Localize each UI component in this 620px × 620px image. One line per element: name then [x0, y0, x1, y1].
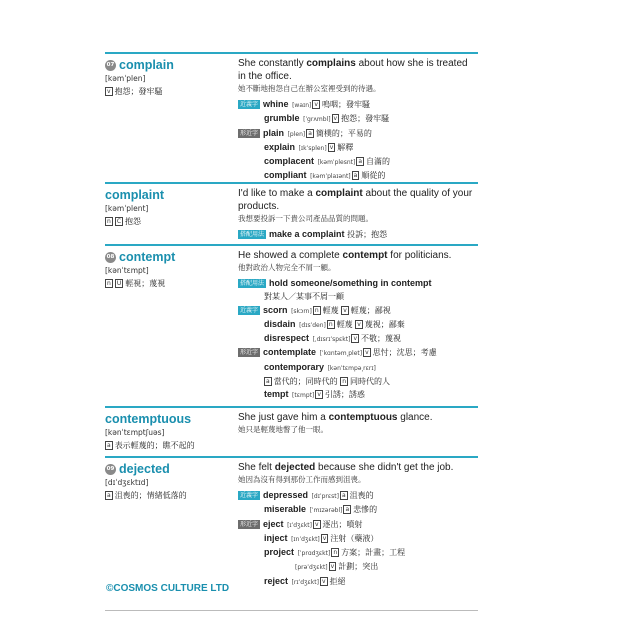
- pronunciation: [kəmˈplen]: [105, 74, 146, 83]
- meaning: n U 輕視；蔑視: [107, 279, 166, 288]
- related-word-row: disrespect [ˌdɪsrɪˈspɛkt] v 不敬；蔑視: [264, 333, 401, 344]
- related-word-row: project [ˈprɑdʒɛkt] n 方案；計畫；工程: [264, 547, 406, 558]
- related-word-row: disdain [dɪsˈden] n 輕蔑 v 蔑視；鄙棄: [264, 318, 405, 329]
- entry-number-badge: 09: [105, 464, 116, 475]
- related-word-row: [prəˈdʒɛkt] v 計劃；突出: [295, 562, 379, 572]
- related-word-row: tempt [tɛmpt] v 引誘；誘惑: [264, 389, 365, 400]
- pronunciation: [kəmˈplent]: [105, 204, 149, 213]
- headword: contempt: [119, 250, 176, 264]
- headword: complain: [119, 58, 174, 72]
- collocation-tag: 搭配用法: [240, 231, 265, 238]
- meaning: a 表示輕蔑的；瞧不起的: [107, 441, 195, 450]
- collocation-translation: 對某人／某事不屑一顧: [264, 292, 344, 302]
- meaning: a 沮喪的；情緒低落的: [107, 491, 187, 500]
- pronunciation: [dɪˈdʒɛktɪd]: [105, 478, 149, 487]
- entry-number-badge: 07: [105, 60, 116, 71]
- related-word-row: contemporary [kənˈtɛmpə͵rɛrɪ]: [264, 361, 376, 372]
- similar-form-tag: 形近字: [240, 520, 259, 528]
- example-sentence: She constantly complains about how she is treated in the office.: [238, 58, 468, 82]
- headword: complaint: [105, 188, 165, 202]
- related-word-row: 近義字 scorn [skɔrn] n 輕蔑 v 輕蔑；鄙視: [240, 304, 391, 315]
- headword: dejected: [119, 462, 170, 476]
- synonym-tag: 近義字: [240, 101, 259, 108]
- meaning: v 抱怨；發牢騷: [107, 87, 163, 96]
- similar-form-tag: 形近字: [240, 349, 259, 357]
- synonym-tag: 近義字: [240, 492, 259, 499]
- example-translation: 她因為沒有得到那份工作而感到沮喪。: [238, 475, 366, 484]
- example-sentence: She just gave him a contemptuous glance.: [238, 412, 433, 423]
- related-word-meaning: a 當代的；同時代的 n 同時代的人: [266, 377, 391, 387]
- synonym-tag: 近義字: [240, 306, 259, 314]
- related-word-row: 形近字 plain [plen] a 簡樸的；平易的: [240, 127, 372, 138]
- collocation-row: 搭配用法 make a complaint 投訴；抱怨: [240, 229, 388, 239]
- related-word-row: 近義字 whine [waɪn] v 嗚咽；發牢騷: [240, 99, 370, 109]
- related-word-row: reject [rɪˈdʒɛkt] v 拒絕: [264, 575, 346, 586]
- collocation-row: 搭配用法 hold someone/something in contempt: [240, 278, 432, 288]
- vocabulary-page: [105, 52, 478, 611]
- entry-contemptuous: [105, 406, 478, 456]
- headword: contemptuous: [105, 412, 192, 426]
- related-word-row: inject [ɪnˈdʒɛkt] v 注射（藥液）: [264, 532, 379, 543]
- related-word-row: 形近字 eject [ɪˈdʒɛkt] v 逐出；噴射: [240, 518, 363, 529]
- related-word-row: miserable [ˈmɪzərəbl] a 悲慘的: [264, 504, 378, 515]
- related-word-row: 形近字 contemplate [ˈkɑntəm͵plet] v 思忖；沈思；考慮: [240, 347, 437, 358]
- meaning: n C 抱怨: [107, 217, 142, 226]
- pronunciation: [kənˈtɛmptʃuəs]: [105, 428, 165, 437]
- related-word-row: grumble [ˈgrʌmbl] v 抱怨；發牢騷: [264, 113, 390, 124]
- entry-number-badge: 08: [105, 252, 116, 263]
- related-word-row: explain [ɪkˈsplen] v 解釋: [264, 141, 354, 152]
- similar-form-tag: 形近字: [240, 129, 259, 137]
- copyright-footer: ©COSMOS CULTURE LTD: [106, 583, 230, 594]
- pronunciation: [kənˈtɛmpt]: [105, 266, 149, 275]
- example-sentence: He showed a complete contempt for politicians.: [238, 250, 452, 261]
- example-translation: 她不斷地抱怨自己在辦公室裡受到的待遇。: [238, 84, 381, 93]
- collocation-tag: 搭配用法: [240, 280, 265, 287]
- example-translation: 她只是輕蔑地瞥了他一眼。: [238, 425, 328, 434]
- related-word-row: 近義字 depressed [dɪˈprɛst] a 沮喪的: [240, 490, 374, 500]
- entry-complaint: [105, 182, 478, 244]
- example-sentence: She felt dejected because she didn't get the job.: [238, 462, 454, 473]
- related-word-row: complacent [kəmˈplesnt] a 自滿的: [264, 156, 391, 167]
- example-translation: 我想要投訴一下貴公司產品品質的問題。: [238, 214, 373, 223]
- entry-contempt: [105, 244, 478, 406]
- related-word-row: compliant [kəmˈplaɪənt] a 順從的: [264, 170, 386, 181]
- example-translation: 他對政治人物完全不屑一顧。: [238, 263, 336, 272]
- entry-complain: [105, 52, 478, 182]
- example-sentence: I'd like to make a complaint about the quality of your products.: [238, 188, 473, 212]
